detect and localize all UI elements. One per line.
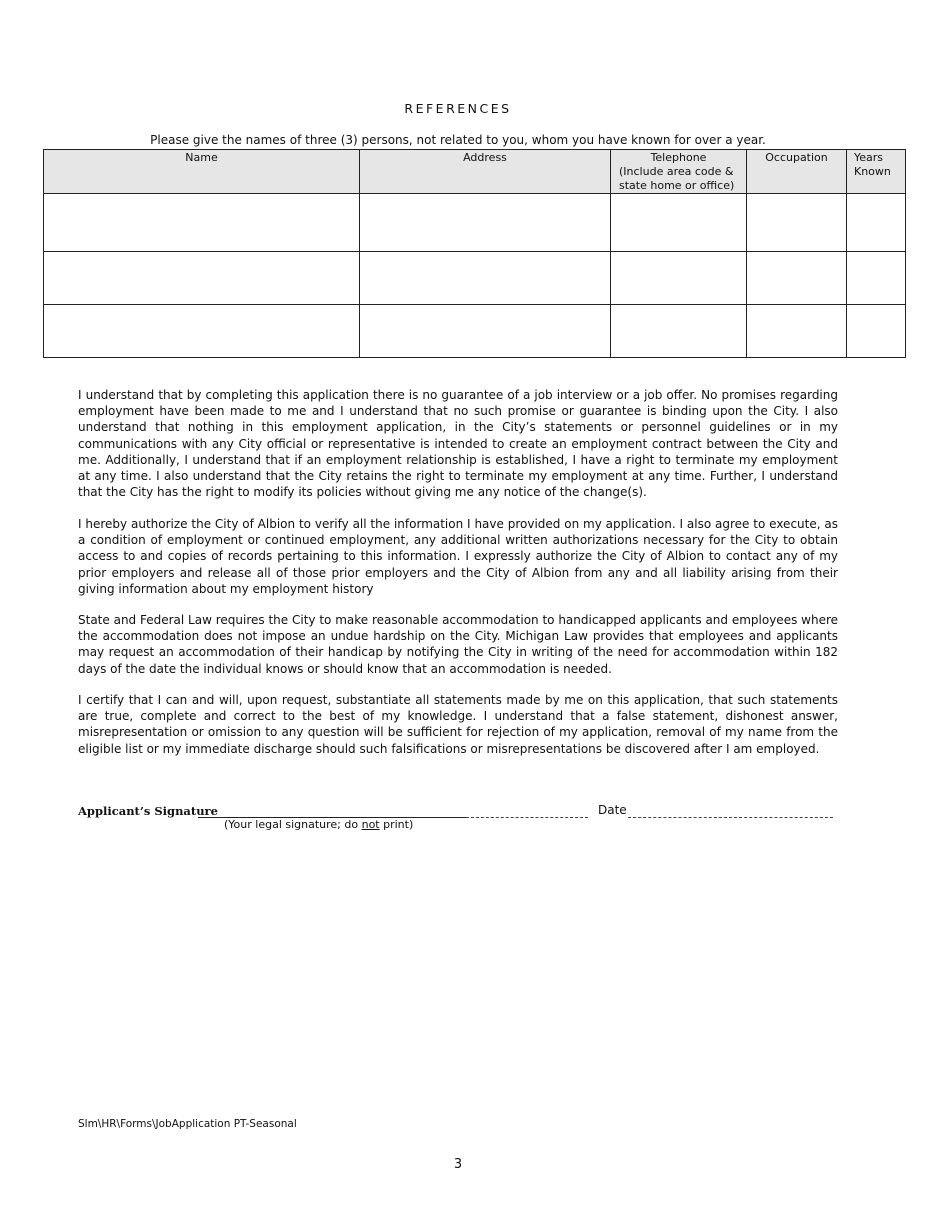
date-label: Date — [598, 803, 627, 817]
reference-3-telephone-cell[interactable] — [611, 305, 747, 358]
table-row — [44, 305, 906, 358]
signature-note-start: (Your legal signature; do — [224, 818, 362, 831]
page-number: 3 — [453, 1157, 463, 1172]
reference-2-address-cell[interactable] — [360, 252, 611, 305]
reference-3-years-cell[interactable] — [847, 305, 906, 358]
page-title: REFERENCES — [404, 101, 512, 116]
column-header-address: Address — [360, 150, 611, 194]
column-header-name: Name — [44, 150, 360, 194]
telephone-header-note: (Include area code & state home or office) — [619, 165, 735, 192]
reference-2-telephone-cell[interactable] — [611, 252, 747, 305]
disclaimer-paragraph: I understand that by completing this application there is no guarantee of a job interview or a job offer. No promises regarding employment have been made to me and I understand that no such promise or guarantee is binding upon the City. I also understand that nothing in this employment application, in the City’s statements or personnel guidelines or in my communications with any City official or representative is intended to create an employment contract between the City and me. Additionally, I understand that if an employment relationship is established, I have a right to terminate my employment at any time. I also understand that the City retains the right to terminate my employment at any time. Further, I understand that the City has the right to modify its policies without giving me any notice of the change(s). — [78, 388, 838, 500]
table-row — [44, 194, 906, 252]
reference-1-address-cell[interactable] — [360, 194, 611, 252]
reference-3-name-cell[interactable] — [44, 305, 360, 358]
column-header-occupation: Occupation — [747, 150, 847, 194]
signature-label: Applicant’s Signature — [78, 804, 218, 818]
reference-1-telephone-cell[interactable] — [611, 194, 747, 252]
certification-paragraph: I certify that I can and will, upon request, substantiate all statements made by me on this application, that such statements are true, complete and correct to the best of my knowledge. I understand that a false statement, dishonest answer, misrepresentation or omission to any question will be sufficient for rejection of my application, removal of my name from the eligible list or my immediate discharge should such falsifications or misrepresentations be discovered after I am employed. — [78, 693, 838, 756]
column-header-telephone — [611, 150, 747, 194]
reference-2-occupation-cell[interactable] — [747, 252, 847, 305]
reference-3-occupation-cell[interactable] — [747, 305, 847, 358]
reference-1-occupation-cell[interactable] — [747, 194, 847, 252]
references-instructions: Please give the names of three (3) persons, not related to you, whom you have known for over a year. — [150, 133, 766, 147]
reference-1-years-cell[interactable] — [847, 194, 906, 252]
reference-2-name-cell[interactable] — [44, 252, 360, 305]
table-row — [44, 252, 906, 305]
column-header-years-known: Years Known — [847, 150, 906, 194]
signature-note-end: print) — [379, 818, 414, 831]
table-header-row — [44, 150, 906, 194]
signature-line-extension[interactable] — [466, 817, 588, 818]
authorization-paragraph: I hereby authorize the City of Albion to verify all the information I have provided on my application. I also agree to execute, as a condition of employment or continued employment, any additional written authorizations necessary for the City to obtain access to and copies of records pertaining to this information. I expressly authorize the City of Albion to contact any of my prior employers and release all of those prior employers and the City of Albion from any and all liability arising from their giving information about my employment history — [78, 517, 838, 596]
references-table — [43, 149, 906, 358]
date-line[interactable] — [628, 817, 833, 818]
signature-note-emphasis: not — [361, 818, 380, 831]
signature-note — [224, 818, 413, 831]
footer-file-path: Slm\HR\Forms\JobApplication PT-Seasonal — [78, 1118, 297, 1130]
reference-3-address-cell[interactable] — [360, 305, 611, 358]
reference-2-years-cell[interactable] — [847, 252, 906, 305]
accommodation-paragraph: State and Federal Law requires the City to make reasonable accommodation to handicapped applicants and employees where the accommodation does not impose an undue hardship on the City. Michigan Law provides that employees and applicants may request an accommodation of their handicap by notifying the City in writing of the need for accommodation within 182 days of the date the individual knows or should know that an accommodation is needed. — [78, 613, 838, 676]
telephone-header-label: Telephone — [650, 151, 707, 164]
reference-1-name-cell[interactable] — [44, 194, 360, 252]
